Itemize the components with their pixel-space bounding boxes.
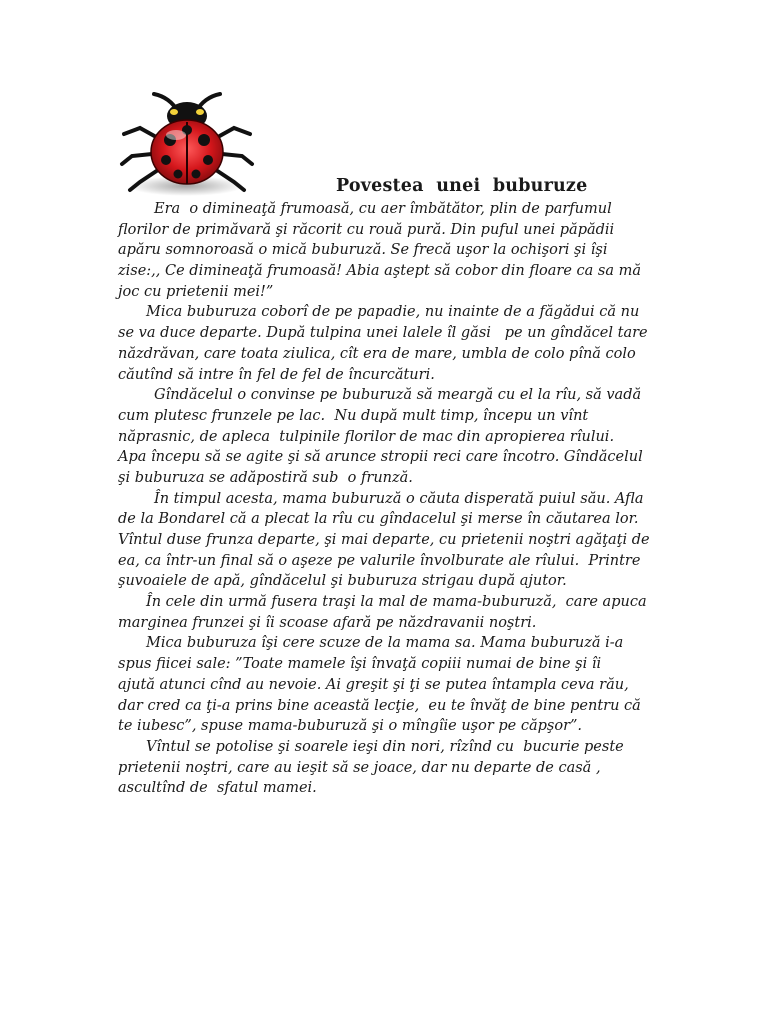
story-line: dar cred ca ţi-a prins bine această lecţie, eu te învăţ de bine pentru că bbox=[118, 697, 641, 714]
story-line: te iubesc”, spuse mama-buburuză şi o mîngîie uşor pe căpşor”. bbox=[118, 718, 583, 735]
story-title: Povestea unei buburuze bbox=[336, 176, 588, 196]
story-line: căutînd să intre în fel de fel de încurcături. bbox=[118, 366, 435, 383]
story-line: zise:,, Ce dimineaţă frumoasă! Abia aştept să cobor din floare ca sa mă bbox=[118, 263, 641, 280]
story-line: şi buburuza se adăpostiră sub o frunză. bbox=[118, 469, 413, 486]
story-line: ascultînd de sfatul mamei. bbox=[118, 780, 317, 797]
story-line: Vîntul duse frunza departe, şi mai departe, cu prietenii noştri agăţaţi de bbox=[118, 532, 650, 548]
story-line: marginea frunzei şi îi scoase afară pe năzdravanii noştri. bbox=[118, 614, 537, 631]
story-line: prietenii noştri, care au ieşit să se joace, dar nu departe de casă , bbox=[118, 759, 601, 776]
story-line: de la Bondarel că a plecat la rîu cu gîndacelul şi merse în căutarea lor. bbox=[118, 511, 639, 528]
story-line: Era o dimineaţă frumoasă, cu aer îmbătător, plin de parfumul bbox=[154, 201, 612, 217]
story-line: apăru somnoroasă o mică buburuză. Se frecă uşor la ochişori şi îşi bbox=[118, 242, 608, 259]
ladybug-icon bbox=[118, 90, 258, 198]
story-line: Mica buburuza coborî de pe papadie, nu inainte de a făgădui că nu bbox=[146, 304, 640, 321]
story-line: În timpul acesta, mama buburuză o căuta disperată puiul său. Afla bbox=[154, 490, 644, 507]
story-line: Mica buburuza îşi cere scuze de la mama sa. Mama buburuză i-a bbox=[146, 635, 624, 652]
story-line: Apa începu să se agite şi să arunce stropii reci care încotro. Gîndăcelul bbox=[118, 449, 643, 466]
story-line: spus fiicei sale: ”Toate mamele îşi învaţă copiii numai de bine şi îi bbox=[118, 656, 602, 673]
story-line: În cele din urmă fusera traşi la mal de mama-buburuză, care apuca bbox=[146, 594, 647, 611]
story-line: ajută atunci cînd au nevoie. Ai greşit şi ţi se putea întampla ceva rău, bbox=[118, 676, 629, 693]
story-line: joc cu prietenii mei!” bbox=[118, 283, 274, 300]
story-text bbox=[118, 199, 670, 799]
story-line: Gîndăcelul o convinse pe buburuză să meargă cu el la rîu, să vadă bbox=[154, 387, 642, 404]
story-line: cum plutesc frunzele pe lac. Nu după mult timp, începu un vînt bbox=[118, 407, 589, 424]
story-line: florilor de primăvară şi răcorit cu rouă pură. Din puful unei păpădii bbox=[118, 221, 615, 238]
story-line: Vîntul se potolise şi soarele ieşi din nori, rîzînd cu bucurie peste bbox=[146, 738, 624, 755]
story-line: năprasnic, de apleca tulpinile florilor de mac din apropierea rîului. bbox=[118, 428, 615, 445]
story-line: ea, ca într-un final să o aşeze pe valurile învolburate ale rîului. Printre bbox=[118, 552, 641, 569]
story-line: şuvoaiele de apă, gîndăcelul şi buburuza strigau după ajutor. bbox=[118, 573, 567, 590]
story-line: se va duce departe. După tulpina unei lalele îl găsi pe un gîndăcel tare bbox=[118, 325, 648, 342]
story-line: năzdrăvan, care toata ziulica, cît era de mare, umbla de colo pînă colo bbox=[118, 345, 636, 362]
